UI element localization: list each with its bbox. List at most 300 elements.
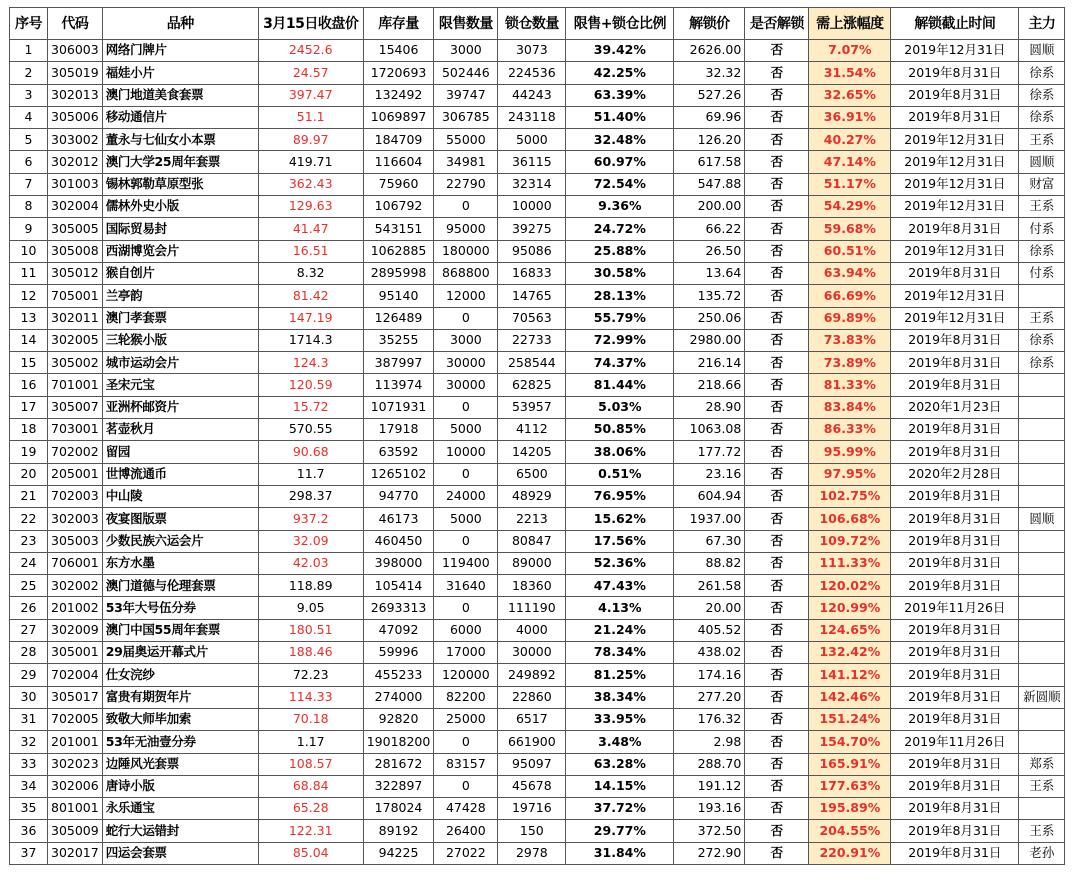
unlock-price-cell: 218.66 — [674, 374, 745, 396]
header-unlock-price: 解锁价 — [674, 8, 745, 40]
code-cell: 302011 — [48, 307, 103, 329]
name-cell: 世博流通币 — [102, 463, 258, 485]
unlocked-cell: 否 — [745, 842, 809, 864]
name-cell: 董永与七仙女小本票 — [102, 129, 258, 151]
rise-needed-cell: 36.91% — [809, 106, 891, 128]
deadline-cell: 2020年2月28日 — [891, 463, 1019, 485]
deadline-cell: 2019年8月31日 — [891, 798, 1019, 820]
seq-cell: 20 — [10, 463, 48, 485]
main-force-cell: 徐系 — [1019, 329, 1065, 351]
locked-cell: 19716 — [498, 798, 566, 820]
stock-cell: 1265102 — [363, 463, 434, 485]
deadline-cell: 2019年8月31日 — [891, 552, 1019, 574]
rise-needed-cell: 83.84% — [809, 396, 891, 418]
ratio-cell: 63.28% — [566, 753, 674, 775]
stock-cell: 1069897 — [363, 106, 434, 128]
locked-cell: 258544 — [498, 352, 566, 374]
deadline-cell: 2019年8月31日 — [891, 530, 1019, 552]
name-cell: 澳门道德与伦理套票 — [102, 575, 258, 597]
close-price-cell: 570.55 — [258, 419, 363, 441]
deadline-cell: 2019年11月26日 — [891, 597, 1019, 619]
locked-cell: 95097 — [498, 753, 566, 775]
unlock-price-cell: 1063.08 — [674, 419, 745, 441]
restricted-cell: 0 — [434, 731, 498, 753]
restricted-cell: 0 — [434, 597, 498, 619]
unlock-price-cell: 66.22 — [674, 218, 745, 240]
name-cell: 东方水墨 — [102, 552, 258, 574]
code-cell: 702004 — [48, 664, 103, 686]
ratio-cell: 42.25% — [566, 62, 674, 84]
deadline-cell: 2019年8月31日 — [891, 62, 1019, 84]
unlocked-cell: 否 — [745, 106, 809, 128]
locked-cell: 3073 — [498, 40, 566, 62]
ratio-cell: 38.06% — [566, 441, 674, 463]
code-cell: 305003 — [48, 530, 103, 552]
table-row — [10, 686, 1065, 708]
restricted-cell: 0 — [434, 307, 498, 329]
table-row — [10, 485, 1065, 507]
code-cell: 301003 — [48, 173, 103, 195]
table-row — [10, 196, 1065, 218]
stock-cell: 398000 — [363, 552, 434, 574]
restricted-cell: 5000 — [434, 508, 498, 530]
close-price-cell: 70.18 — [258, 708, 363, 730]
main-force-cell — [1019, 619, 1065, 641]
rise-needed-cell: 51.17% — [809, 173, 891, 195]
code-cell: 701001 — [48, 374, 103, 396]
main-force-cell — [1019, 798, 1065, 820]
main-force-cell: 郑系 — [1019, 753, 1065, 775]
header-close-price: 3月15日收盘价 — [258, 8, 363, 40]
seq-cell: 25 — [10, 575, 48, 597]
code-cell: 706001 — [48, 552, 103, 574]
ratio-cell: 14.15% — [566, 775, 674, 797]
rise-needed-cell: 151.24% — [809, 708, 891, 730]
ratio-cell: 33.95% — [566, 708, 674, 730]
rise-needed-cell: 195.89% — [809, 798, 891, 820]
unlock-price-cell: 547.88 — [674, 173, 745, 195]
seq-cell: 15 — [10, 352, 48, 374]
unlocked-cell: 否 — [745, 463, 809, 485]
unlocked-cell: 否 — [745, 218, 809, 240]
restricted-cell: 27022 — [434, 842, 498, 864]
table-row — [10, 731, 1065, 753]
code-cell: 302004 — [48, 196, 103, 218]
unlocked-cell: 否 — [745, 129, 809, 151]
code-cell: 705001 — [48, 285, 103, 307]
unlock-price-cell: 135.72 — [674, 285, 745, 307]
restricted-cell: 3000 — [434, 329, 498, 351]
unlocked-cell: 否 — [745, 552, 809, 574]
table-row — [10, 530, 1065, 552]
unlocked-cell: 否 — [745, 173, 809, 195]
table-row — [10, 642, 1065, 664]
seq-cell: 36 — [10, 820, 48, 842]
deadline-cell: 2019年8月31日 — [891, 84, 1019, 106]
name-cell: 澳门中国55周年套票 — [102, 619, 258, 641]
restricted-cell: 22790 — [434, 173, 498, 195]
deadline-cell: 2019年8月31日 — [891, 262, 1019, 284]
close-price-cell: 114.33 — [258, 686, 363, 708]
stock-cell: 1062885 — [363, 240, 434, 262]
unlock-price-cell: 438.02 — [674, 642, 745, 664]
deadline-cell: 2019年8月31日 — [891, 485, 1019, 507]
unlock-price-cell: 32.32 — [674, 62, 745, 84]
locked-cell: 6517 — [498, 708, 566, 730]
rise-needed-cell: 124.65% — [809, 619, 891, 641]
unlock-price-cell: 26.50 — [674, 240, 745, 262]
ratio-cell: 30.58% — [566, 262, 674, 284]
table-row — [10, 396, 1065, 418]
close-price-cell: 419.71 — [258, 151, 363, 173]
unlock-price-cell: 177.72 — [674, 441, 745, 463]
ratio-cell: 55.79% — [566, 307, 674, 329]
main-force-cell — [1019, 463, 1065, 485]
rise-needed-cell: 154.70% — [809, 731, 891, 753]
ratio-cell: 37.72% — [566, 798, 674, 820]
rise-needed-cell: 86.33% — [809, 419, 891, 441]
table-row — [10, 708, 1065, 730]
code-cell: 305019 — [48, 62, 103, 84]
main-force-cell: 徐系 — [1019, 352, 1065, 374]
restricted-cell: 12000 — [434, 285, 498, 307]
name-cell: 圣宋元宝 — [102, 374, 258, 396]
close-price-cell: 298.37 — [258, 485, 363, 507]
header-seq: 序号 — [10, 8, 48, 40]
deadline-cell: 2019年12月31日 — [891, 40, 1019, 62]
table-row — [10, 419, 1065, 441]
unlocked-cell: 否 — [745, 664, 809, 686]
code-cell: 305001 — [48, 642, 103, 664]
stock-cell: 35255 — [363, 329, 434, 351]
ratio-cell: 74.37% — [566, 352, 674, 374]
unlocked-cell: 否 — [745, 530, 809, 552]
unlocked-cell: 否 — [745, 441, 809, 463]
unlock-price-cell: 2626.00 — [674, 40, 745, 62]
locked-cell: 32314 — [498, 173, 566, 195]
locked-cell: 6500 — [498, 463, 566, 485]
rise-needed-cell: 177.63% — [809, 775, 891, 797]
name-cell: 澳门孝套票 — [102, 307, 258, 329]
locked-cell: 14205 — [498, 441, 566, 463]
name-cell: 留园 — [102, 441, 258, 463]
main-force-cell: 徐系 — [1019, 240, 1065, 262]
code-cell: 302005 — [48, 329, 103, 351]
close-price-cell: 81.42 — [258, 285, 363, 307]
unlocked-cell: 否 — [745, 597, 809, 619]
locked-cell: 80847 — [498, 530, 566, 552]
code-cell: 302023 — [48, 753, 103, 775]
main-force-cell: 付系 — [1019, 262, 1065, 284]
rise-needed-cell: 73.83% — [809, 329, 891, 351]
unlock-price-cell: 1937.00 — [674, 508, 745, 530]
locked-cell: 22860 — [498, 686, 566, 708]
table-row — [10, 597, 1065, 619]
rise-needed-cell: 106.68% — [809, 508, 891, 530]
stock-cell: 1071931 — [363, 396, 434, 418]
ratio-cell: 15.62% — [566, 508, 674, 530]
restricted-cell: 24000 — [434, 485, 498, 507]
rise-needed-cell: 111.33% — [809, 552, 891, 574]
unlock-price-cell: 13.64 — [674, 262, 745, 284]
locked-cell: 4112 — [498, 419, 566, 441]
restricted-cell: 0 — [434, 396, 498, 418]
locked-cell: 44243 — [498, 84, 566, 106]
stock-cell: 1720693 — [363, 62, 434, 84]
deadline-cell: 2019年8月31日 — [891, 664, 1019, 686]
unlock-price-cell: 200.00 — [674, 196, 745, 218]
stock-cell: 92820 — [363, 708, 434, 730]
main-force-cell — [1019, 441, 1065, 463]
name-cell: 中山陵 — [102, 485, 258, 507]
close-price-cell: 65.28 — [258, 798, 363, 820]
restricted-cell: 30000 — [434, 374, 498, 396]
ratio-cell: 50.85% — [566, 419, 674, 441]
table-row — [10, 374, 1065, 396]
restricted-cell: 868800 — [434, 262, 498, 284]
seq-cell: 26 — [10, 597, 48, 619]
deadline-cell: 2019年8月31日 — [891, 820, 1019, 842]
stock-cell: 132492 — [363, 84, 434, 106]
stock-cell: 281672 — [363, 753, 434, 775]
deadline-cell: 2019年8月31日 — [891, 775, 1019, 797]
locked-cell: 2978 — [498, 842, 566, 864]
name-cell: 西湖博览会片 — [102, 240, 258, 262]
rise-needed-cell: 59.68% — [809, 218, 891, 240]
code-cell: 305005 — [48, 218, 103, 240]
restricted-cell: 5000 — [434, 419, 498, 441]
stock-cell: 46173 — [363, 508, 434, 530]
main-force-cell: 圆顺 — [1019, 151, 1065, 173]
main-force-cell — [1019, 597, 1065, 619]
stock-cell: 543151 — [363, 218, 434, 240]
deadline-cell: 2019年8月31日 — [891, 374, 1019, 396]
close-price-cell: 180.51 — [258, 619, 363, 641]
ratio-cell: 24.72% — [566, 218, 674, 240]
close-price-cell: 9.05 — [258, 597, 363, 619]
unlocked-cell: 否 — [745, 686, 809, 708]
locked-cell: 45678 — [498, 775, 566, 797]
rise-needed-cell: 220.91% — [809, 842, 891, 864]
code-cell: 201001 — [48, 731, 103, 753]
table-row — [10, 664, 1065, 686]
header-restricted: 限售数量 — [434, 8, 498, 40]
table-row — [10, 508, 1065, 530]
rise-needed-cell: 73.89% — [809, 352, 891, 374]
ratio-cell: 78.34% — [566, 642, 674, 664]
main-force-cell: 圆顺 — [1019, 508, 1065, 530]
name-cell: 网络门牌片 — [102, 40, 258, 62]
name-cell: 锡林郭勒草原型张 — [102, 173, 258, 195]
deadline-cell: 2019年8月31日 — [891, 419, 1019, 441]
seq-cell: 5 — [10, 129, 48, 151]
ratio-cell: 81.25% — [566, 664, 674, 686]
name-cell: 移动通信片 — [102, 106, 258, 128]
stock-cell: 59996 — [363, 642, 434, 664]
rise-needed-cell: 47.14% — [809, 151, 891, 173]
close-price-cell: 72.23 — [258, 664, 363, 686]
restricted-cell: 17000 — [434, 642, 498, 664]
ratio-cell: 76.95% — [566, 485, 674, 507]
locked-cell: 16833 — [498, 262, 566, 284]
restricted-cell: 10000 — [434, 441, 498, 463]
header-row — [10, 8, 1065, 40]
ratio-cell: 81.44% — [566, 374, 674, 396]
close-price-cell: 32.09 — [258, 530, 363, 552]
seq-cell: 24 — [10, 552, 48, 574]
deadline-cell: 2019年8月31日 — [891, 352, 1019, 374]
close-price-cell: 24.57 — [258, 62, 363, 84]
seq-cell: 10 — [10, 240, 48, 262]
ratio-cell: 60.97% — [566, 151, 674, 173]
table-row — [10, 307, 1065, 329]
name-cell: 富贵有期贺年片 — [102, 686, 258, 708]
ratio-cell: 72.54% — [566, 173, 674, 195]
table-row — [10, 463, 1065, 485]
table-row — [10, 842, 1065, 864]
locked-cell: 4000 — [498, 619, 566, 641]
locked-cell: 14765 — [498, 285, 566, 307]
main-force-cell — [1019, 285, 1065, 307]
unlocked-cell: 否 — [745, 40, 809, 62]
table-row — [10, 753, 1065, 775]
name-cell: 澳门大学25周年套票 — [102, 151, 258, 173]
close-price-cell: 937.2 — [258, 508, 363, 530]
restricted-cell: 0 — [434, 463, 498, 485]
table-row — [10, 820, 1065, 842]
unlocked-cell: 否 — [745, 62, 809, 84]
unlocked-cell: 否 — [745, 485, 809, 507]
code-cell: 302017 — [48, 842, 103, 864]
stock-cell: 184709 — [363, 129, 434, 151]
ratio-cell: 9.36% — [566, 196, 674, 218]
ratio-cell: 47.43% — [566, 575, 674, 597]
main-force-cell — [1019, 485, 1065, 507]
close-price-cell: 11.7 — [258, 463, 363, 485]
code-cell: 702005 — [48, 708, 103, 730]
restricted-cell: 26400 — [434, 820, 498, 842]
stock-cell: 455233 — [363, 664, 434, 686]
rise-needed-cell: 31.54% — [809, 62, 891, 84]
name-cell: 53年无油壹分券 — [102, 731, 258, 753]
seq-cell: 28 — [10, 642, 48, 664]
close-price-cell: 188.46 — [258, 642, 363, 664]
restricted-cell: 31640 — [434, 575, 498, 597]
rise-needed-cell: 63.94% — [809, 262, 891, 284]
unlock-price-cell: 174.16 — [674, 664, 745, 686]
restricted-cell: 39747 — [434, 84, 498, 106]
name-cell: 儒林外史小版 — [102, 196, 258, 218]
unlocked-cell: 否 — [745, 84, 809, 106]
rise-needed-cell: 97.95% — [809, 463, 891, 485]
ratio-cell: 39.42% — [566, 40, 674, 62]
name-cell: 边陲风光套票 — [102, 753, 258, 775]
stock-cell: 15406 — [363, 40, 434, 62]
unlocked-cell: 否 — [745, 151, 809, 173]
deadline-cell: 2019年8月31日 — [891, 575, 1019, 597]
rise-needed-cell: 132.42% — [809, 642, 891, 664]
ratio-cell: 0.51% — [566, 463, 674, 485]
main-force-cell — [1019, 731, 1065, 753]
seq-cell: 1 — [10, 40, 48, 62]
stock-cell: 94770 — [363, 485, 434, 507]
restricted-cell: 34981 — [434, 151, 498, 173]
table-row — [10, 40, 1065, 62]
ratio-cell: 31.84% — [566, 842, 674, 864]
seq-cell: 18 — [10, 419, 48, 441]
rise-needed-cell: 60.51% — [809, 240, 891, 262]
main-force-cell — [1019, 374, 1065, 396]
name-cell: 茗壶秋月 — [102, 419, 258, 441]
stock-cell: 387997 — [363, 352, 434, 374]
deadline-cell: 2019年8月31日 — [891, 686, 1019, 708]
stock-cell: 19018200 — [363, 731, 434, 753]
unlock-price-cell: 261.58 — [674, 575, 745, 597]
main-force-cell: 新圆顺 — [1019, 686, 1065, 708]
rise-needed-cell: 95.99% — [809, 441, 891, 463]
stock-cell: 105414 — [363, 575, 434, 597]
code-cell: 302009 — [48, 619, 103, 641]
ratio-cell: 28.13% — [566, 285, 674, 307]
code-cell: 305017 — [48, 686, 103, 708]
table-row — [10, 106, 1065, 128]
close-price-cell: 108.57 — [258, 753, 363, 775]
close-price-cell: 1714.3 — [258, 329, 363, 351]
seq-cell: 32 — [10, 731, 48, 753]
seq-cell: 2 — [10, 62, 48, 84]
unlock-price-cell: 88.82 — [674, 552, 745, 574]
locked-cell: 243118 — [498, 106, 566, 128]
ratio-cell: 72.99% — [566, 329, 674, 351]
table-row — [10, 329, 1065, 351]
rise-needed-cell: 109.72% — [809, 530, 891, 552]
ratio-cell: 21.24% — [566, 619, 674, 641]
close-price-cell: 68.84 — [258, 775, 363, 797]
stock-cell: 126489 — [363, 307, 434, 329]
unlocked-cell: 否 — [745, 753, 809, 775]
restricted-cell: 306785 — [434, 106, 498, 128]
name-cell: 53年大号伍分券 — [102, 597, 258, 619]
stock-cell: 89192 — [363, 820, 434, 842]
close-price-cell: 42.03 — [258, 552, 363, 574]
seq-cell: 34 — [10, 775, 48, 797]
header-main-force: 主力 — [1019, 8, 1065, 40]
restricted-cell: 502446 — [434, 62, 498, 84]
name-cell: 国际贸易封 — [102, 218, 258, 240]
unlock-price-cell: 126.20 — [674, 129, 745, 151]
locked-cell: 5000 — [498, 129, 566, 151]
stock-cell: 178024 — [363, 798, 434, 820]
ratio-cell: 25.88% — [566, 240, 674, 262]
table-row — [10, 285, 1065, 307]
deadline-cell: 2019年8月31日 — [891, 218, 1019, 240]
unlock-price-cell: 216.14 — [674, 352, 745, 374]
code-cell: 702002 — [48, 441, 103, 463]
unlocked-cell: 否 — [745, 619, 809, 641]
code-cell: 305009 — [48, 820, 103, 842]
main-force-cell — [1019, 552, 1065, 574]
close-price-cell: 90.68 — [258, 441, 363, 463]
seq-cell: 3 — [10, 84, 48, 106]
unlocked-cell: 否 — [745, 798, 809, 820]
unlocked-cell: 否 — [745, 820, 809, 842]
rise-needed-cell: 54.29% — [809, 196, 891, 218]
stock-cell: 322897 — [363, 775, 434, 797]
table-row — [10, 575, 1065, 597]
seq-cell: 8 — [10, 196, 48, 218]
table-row — [10, 84, 1065, 106]
code-cell: 201002 — [48, 597, 103, 619]
